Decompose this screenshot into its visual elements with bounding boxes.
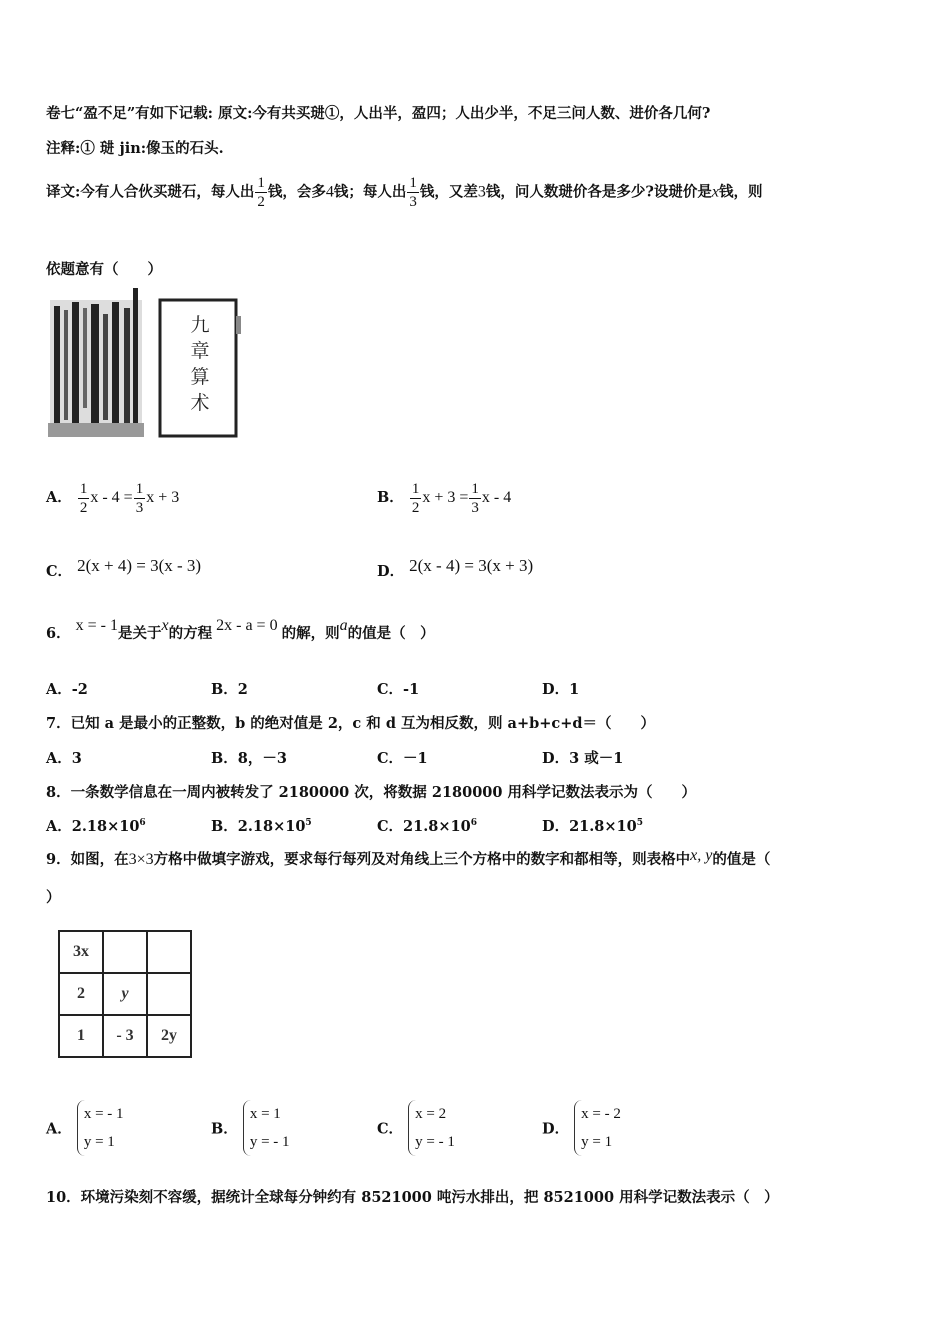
q6-t3: 的解，则 [281, 625, 340, 642]
q7-d-value: 3 或－1 [569, 750, 624, 767]
q5-a-right: x + 3 [146, 489, 180, 506]
fraction-third [407, 174, 419, 211]
q8-b-base: 2.18×10 [237, 818, 306, 835]
q8-a-label: A． [46, 818, 72, 835]
frac-num: 1 [411, 480, 420, 497]
frac-num: 1 [135, 480, 144, 497]
q8-c-label: C． [377, 818, 404, 835]
q8-option-b[interactable] [211, 815, 312, 836]
fraction-third-den: 3 [409, 194, 417, 210]
intro-line-2: 注释:① 琎 jin:像玉的石头. [46, 140, 224, 157]
q6-d-value: 1 [569, 681, 580, 698]
q8-b-exp: 5 [305, 818, 312, 829]
frac-den: 3 [135, 499, 144, 516]
intro-line-3-e: 钱，问人数琎价各是多少?设琎价是 [485, 183, 712, 201]
q5-b-right: x - 4 [481, 489, 512, 506]
q9-c-label: C． [377, 1120, 404, 1138]
q5-b-frac-2 [469, 480, 481, 517]
q5-option-d[interactable] [377, 556, 534, 581]
q8-d-exp: 5 [636, 818, 643, 829]
variable-x: x [711, 183, 719, 201]
q7-a-label: A． [46, 750, 72, 767]
q6-b-label: B． [211, 681, 238, 698]
q9-size: 3×3 [128, 851, 154, 868]
number-three: 3 [477, 183, 486, 201]
q9-c-l1: x = 2 [415, 1106, 447, 1122]
grid-cell: 2 [59, 973, 103, 1015]
intro-line-3 [46, 174, 762, 211]
q9-grid [58, 930, 192, 1058]
q6-a-label: A． [46, 681, 72, 698]
grid-cell: y [103, 973, 147, 1015]
q9-option-a[interactable] [46, 1100, 124, 1156]
q6-t2: 的方程 [168, 625, 213, 642]
frac-den: 2 [411, 499, 420, 516]
q9-t3: 的值是（ [712, 851, 771, 868]
book-title: 九章算术 [190, 314, 210, 414]
q7-option-c[interactable] [377, 747, 428, 768]
q5-b-frac-1 [410, 480, 422, 517]
grid-cell: 3x [59, 931, 103, 973]
q7-d-label: D． [542, 750, 570, 767]
q7-b-label: B． [211, 750, 238, 767]
frac-num: 1 [79, 480, 88, 497]
grid-cell: - 3 [103, 1015, 147, 1057]
q8-option-c[interactable] [377, 815, 477, 836]
q6-d-label: D． [542, 681, 570, 698]
q9-d-system [574, 1100, 621, 1156]
q5-option-b[interactable] [377, 476, 511, 520]
q6-eq: 2x - a = 0 [216, 617, 278, 634]
intro-line-1: 卷七“盈不足”有如下记载: 原文:今有共买琎①，人出半，盈四；人出少半，不足三问人数、进价各几何? [46, 105, 711, 122]
q9-question [46, 848, 770, 869]
q6-var: x [161, 617, 169, 634]
q8-d-label: D． [542, 818, 570, 835]
q6-num: 6． [46, 625, 71, 642]
q7-option-b[interactable] [211, 747, 287, 768]
fraction-half-den: 2 [257, 194, 265, 210]
intro-line-3-b: 钱，会多 [267, 183, 326, 201]
q6-option-d[interactable] [542, 678, 579, 699]
q8-d-base: 21.8×10 [569, 818, 637, 835]
q9-d-l2: y = 1 [581, 1134, 613, 1150]
intro-line-3-f: 钱，则 [718, 183, 763, 201]
q9-grid-figure [58, 930, 192, 1058]
q7-b-value: 8，－3 [237, 750, 287, 767]
q6-option-a[interactable] [46, 678, 88, 699]
grid-cell [103, 931, 147, 973]
q6-c-label: C． [377, 681, 404, 698]
q6-t4: 的值是（ ） [347, 625, 435, 642]
q7-option-d[interactable] [542, 747, 623, 768]
q9-a-l1: x = - 1 [83, 1106, 124, 1122]
grid-cell: 1 [59, 1015, 103, 1057]
grid-cell: 2y [147, 1015, 191, 1057]
q9-option-b[interactable] [211, 1100, 290, 1156]
q9-option-d[interactable] [542, 1100, 621, 1156]
q6-t1: 是关于 [118, 625, 162, 642]
q9-a-l2: y = 1 [83, 1134, 115, 1150]
q7-option-a[interactable] [46, 747, 82, 768]
q9-c-system [408, 1100, 455, 1156]
q9-option-c[interactable] [377, 1100, 455, 1156]
q5-b-label: B． [377, 489, 404, 506]
q8-c-base: 21.8×10 [403, 818, 471, 835]
q6-b-value: 2 [237, 681, 248, 698]
q6-var2: a [339, 617, 348, 634]
intro-line-4: 依题意有（ ） [46, 261, 162, 278]
frac-num: 1 [471, 480, 479, 497]
q9-b-l2: y = - 1 [249, 1134, 290, 1150]
q5-d-label: D． [377, 563, 405, 580]
intro-line-3-c: 钱；每人出 [333, 183, 407, 201]
q7-a-value: 3 [71, 750, 82, 767]
q9-c-l2: y = - 1 [415, 1134, 455, 1150]
q9-vars: x, y [690, 847, 713, 864]
grid-cell [147, 931, 191, 973]
q5-c-expr: 2(x + 4) = 3(x - 3) [77, 556, 202, 575]
q6-option-b[interactable] [211, 678, 248, 699]
book-image [48, 288, 248, 440]
q8-option-d[interactable] [542, 815, 643, 836]
q5-a-label: A． [46, 489, 72, 506]
q7-question: 7．已知 a 是最小的正整数，b 的绝对值是 2，c 和 d 互为相反数，则 a+b+c+d＝（ ） [46, 715, 656, 732]
q5-option-c[interactable] [46, 556, 202, 581]
q9-d-l1: x = - 2 [581, 1106, 621, 1122]
q8-c-exp: 6 [470, 818, 477, 829]
grid-cell [147, 973, 191, 1015]
q5-a-left: x - 4 = [90, 489, 133, 506]
q5-b-left: x + 3 = [422, 489, 469, 506]
intro-line-3-d: 钱，又差 [419, 183, 478, 201]
number-four: 4 [325, 183, 334, 201]
q9-d-label: D． [542, 1120, 570, 1138]
q9-b-system [243, 1100, 290, 1156]
q6-option-c[interactable] [377, 678, 419, 699]
q5-option-a[interactable] [46, 476, 179, 520]
frac-den: 3 [471, 499, 479, 516]
q5-c-label: C． [46, 563, 73, 580]
fraction-half [255, 174, 267, 211]
q9-t1: 9．如图，在 [46, 851, 129, 868]
q5-a-frac-2 [134, 480, 146, 517]
q10-question: 10．环境污染刻不容缓，据统计全球每分钟约有 8521000 吨污水排出，把 8521000 用科学记数法表示（ ） [46, 1189, 779, 1206]
q6-question [46, 618, 435, 650]
q5-d-expr: 2(x - 4) = 3(x + 3) [409, 556, 534, 575]
q9-a-system [77, 1100, 124, 1156]
q9-b-l1: x = 1 [249, 1106, 281, 1122]
q8-a-exp: 6 [139, 818, 146, 829]
q8-question: 8．一条数学信息在一周内被转发了 2180000 次，将数据 2180000 用科学记数法表示为（ ） [46, 784, 697, 801]
q6-a-value: -2 [71, 681, 88, 698]
frac-den: 2 [79, 499, 88, 516]
q8-option-a[interactable] [46, 815, 146, 836]
q9-question-end: ） [46, 889, 61, 906]
q7-c-value: －1 [403, 750, 428, 767]
fraction-third-num: 1 [409, 175, 417, 191]
q5-a-frac-1 [78, 480, 90, 517]
q6-c-value: -1 [403, 681, 420, 698]
q8-b-label: B． [211, 818, 238, 835]
q9-a-label: A． [46, 1120, 72, 1138]
q9-b-label: B． [211, 1120, 238, 1138]
q9-t2: 方格中做填字游戏，要求每行每列及对角线上三个方格中的数字和都相等，则表格中 [153, 851, 691, 868]
q6-cond: x = - 1 [75, 617, 119, 634]
q7-c-label: C． [377, 750, 404, 767]
fraction-half-num: 1 [257, 175, 265, 191]
q8-a-base: 2.18×10 [71, 818, 140, 835]
intro-line-3-a: 译文:今有人合伙买琎石，每人出 [46, 183, 255, 201]
